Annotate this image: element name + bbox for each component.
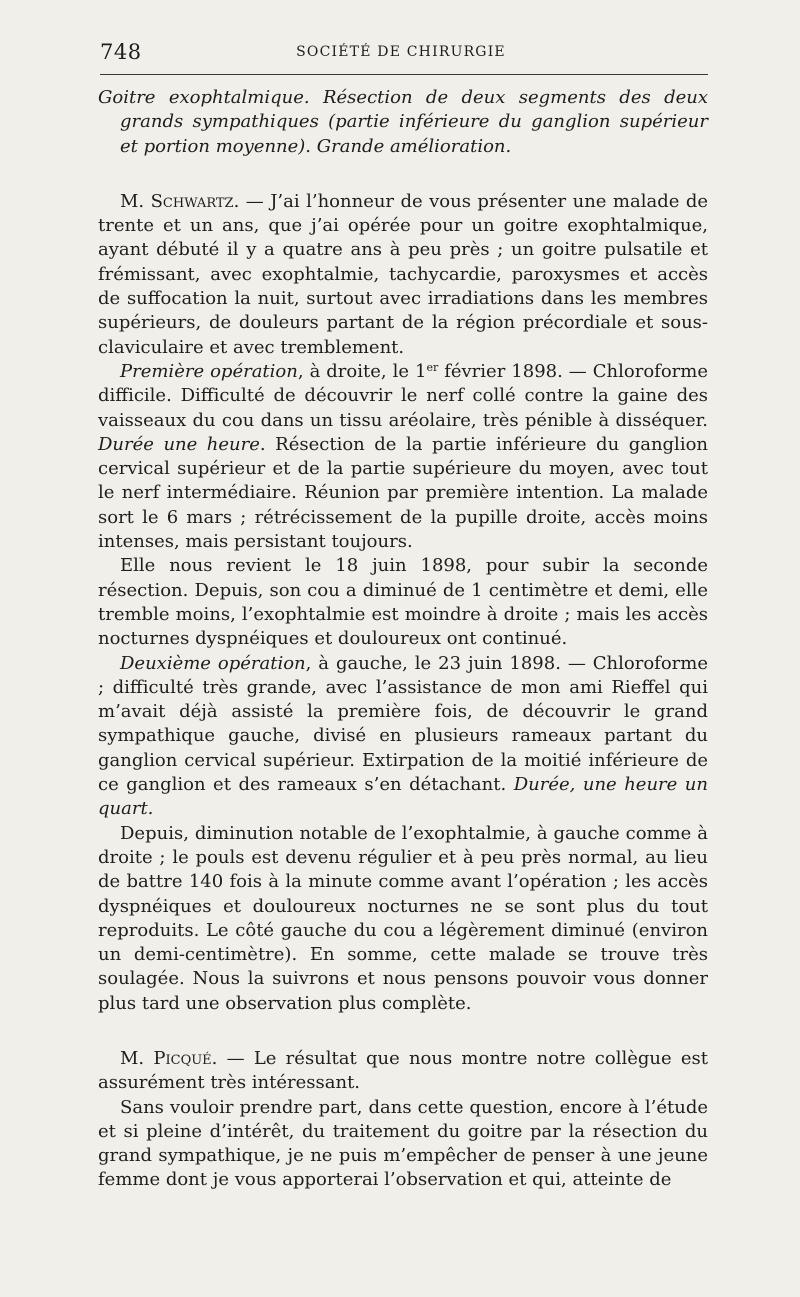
paragraph: Elle nous revient le 18 juin 1898, pour subir la seconde résection. Depuis, son cou a diminué de 1 centimètre et demi, elle tremble moins, l’exophtalmie est moindre à droite ; mais les accès nocturnes dyspnéiques et douloureux ont continué. (98, 555, 708, 650)
paragraph-text: — Le résultat que nous montre notre collègue est assurément très intéressant. (98, 1047, 708, 1094)
running-head: SOCIÉTÉ DE CHIRURGIE (296, 44, 506, 60)
page-body (98, 86, 708, 1193)
paragraph-text: , à droite, le 1 (297, 360, 427, 382)
paragraph: Sans vouloir prendre part, dans cette question, encore à l’étude et si pleine d’intérêt, du traitement du goitre par la résection du grand sympathique, je ne puis m’empêcher de penser à une jeune femme dont je vous apporterai l’observation et qui, atteinte de (98, 1096, 708, 1191)
paragraph (98, 652, 708, 822)
section-title: Goitre exophtalmique. Résection de deux segments des deux grands sympathiques (partie inférieure du ganglion supérieur et portion moyenne). Grande amélioration. (98, 87, 708, 157)
paragraph-text: . Résection de la partie inférieure du ganglion cervical supérieur et de la partie supérieure du moyen, avec tout le nerf intermédiaire. Réunion par première intention. La malade sort le 6 mars ; rétrécissement de la pupille droite, accès moins intenses, mais persistant toujours. (98, 433, 709, 553)
page-header (96, 40, 706, 62)
header-rule (100, 74, 708, 75)
paragraph (98, 360, 708, 554)
duration-label: Durée, une heure un quart. (98, 774, 708, 820)
paragraph-text: , à gauche, le 23 juin 1898. — Chloroforme ; difficulté très grande, avec l’assistance de mon ami Rieffel qui m’avait déjà assisté la première fois, de découvrir le grand sympathique gauche, divisé en plusieurs rameaux partant du ganglion cervical supérieur. Extirpation de la moitié inférieure de ce ganglion et des rameaux s’en détachant. (98, 652, 708, 796)
operation-label: Deuxième opération (120, 652, 306, 674)
superscript: er (426, 360, 439, 374)
duration-label: Durée une heure (98, 433, 260, 455)
spacer (98, 1016, 708, 1047)
paragraph (98, 1047, 708, 1096)
spacer (98, 159, 708, 190)
paragraph: Depuis, diminution notable de l’exophtalmie, à gauche comme à droite ; le pouls est devenu régulier et à peu près normal, au lieu de battre 140 fois à la minute comme avant l’opération ; les accès dyspnéiques et douloureux nocturnes ne se sont plus du tout reproduits. Le côté gauche du cou a légèrement diminué (environ un demi-centimètre). En somme, cette malade se trouve très soulagée. Nous la suivrons et nous pensons pouvoir vous donner plus tard une observation plus complète. (98, 822, 708, 1014)
page-number: 748 (100, 40, 142, 64)
paragraph (98, 190, 708, 360)
paragraph-text: — J’ai l’honneur de vous présenter une malade de trente et un ans, que j’ai opérée pour un goitre exophtalmique, ayant débuté il y a quatre ans à peu près ; un goitre pulsatile et frémissant, avec exophtalmie, tachycardie, paroxysmes et accès de suffocation la nuit, surtout avec irradiations dans les membres supérieurs, de douleurs partant de la région précordiale et sous-claviculaire et avec tremblement. (98, 190, 708, 358)
speaker-name: M. Schwartz. (120, 190, 240, 212)
operation-label: Première opération (120, 360, 298, 382)
paragraph-text: février 1898. — Chloroforme difficile. Difficulté de découvrir le nerf collé contre la gaine des vaisseaux du cou dans un tissu aréolaire, très pénible à disséquer. (98, 360, 709, 431)
speaker-name: M. Picqué. (120, 1047, 218, 1069)
